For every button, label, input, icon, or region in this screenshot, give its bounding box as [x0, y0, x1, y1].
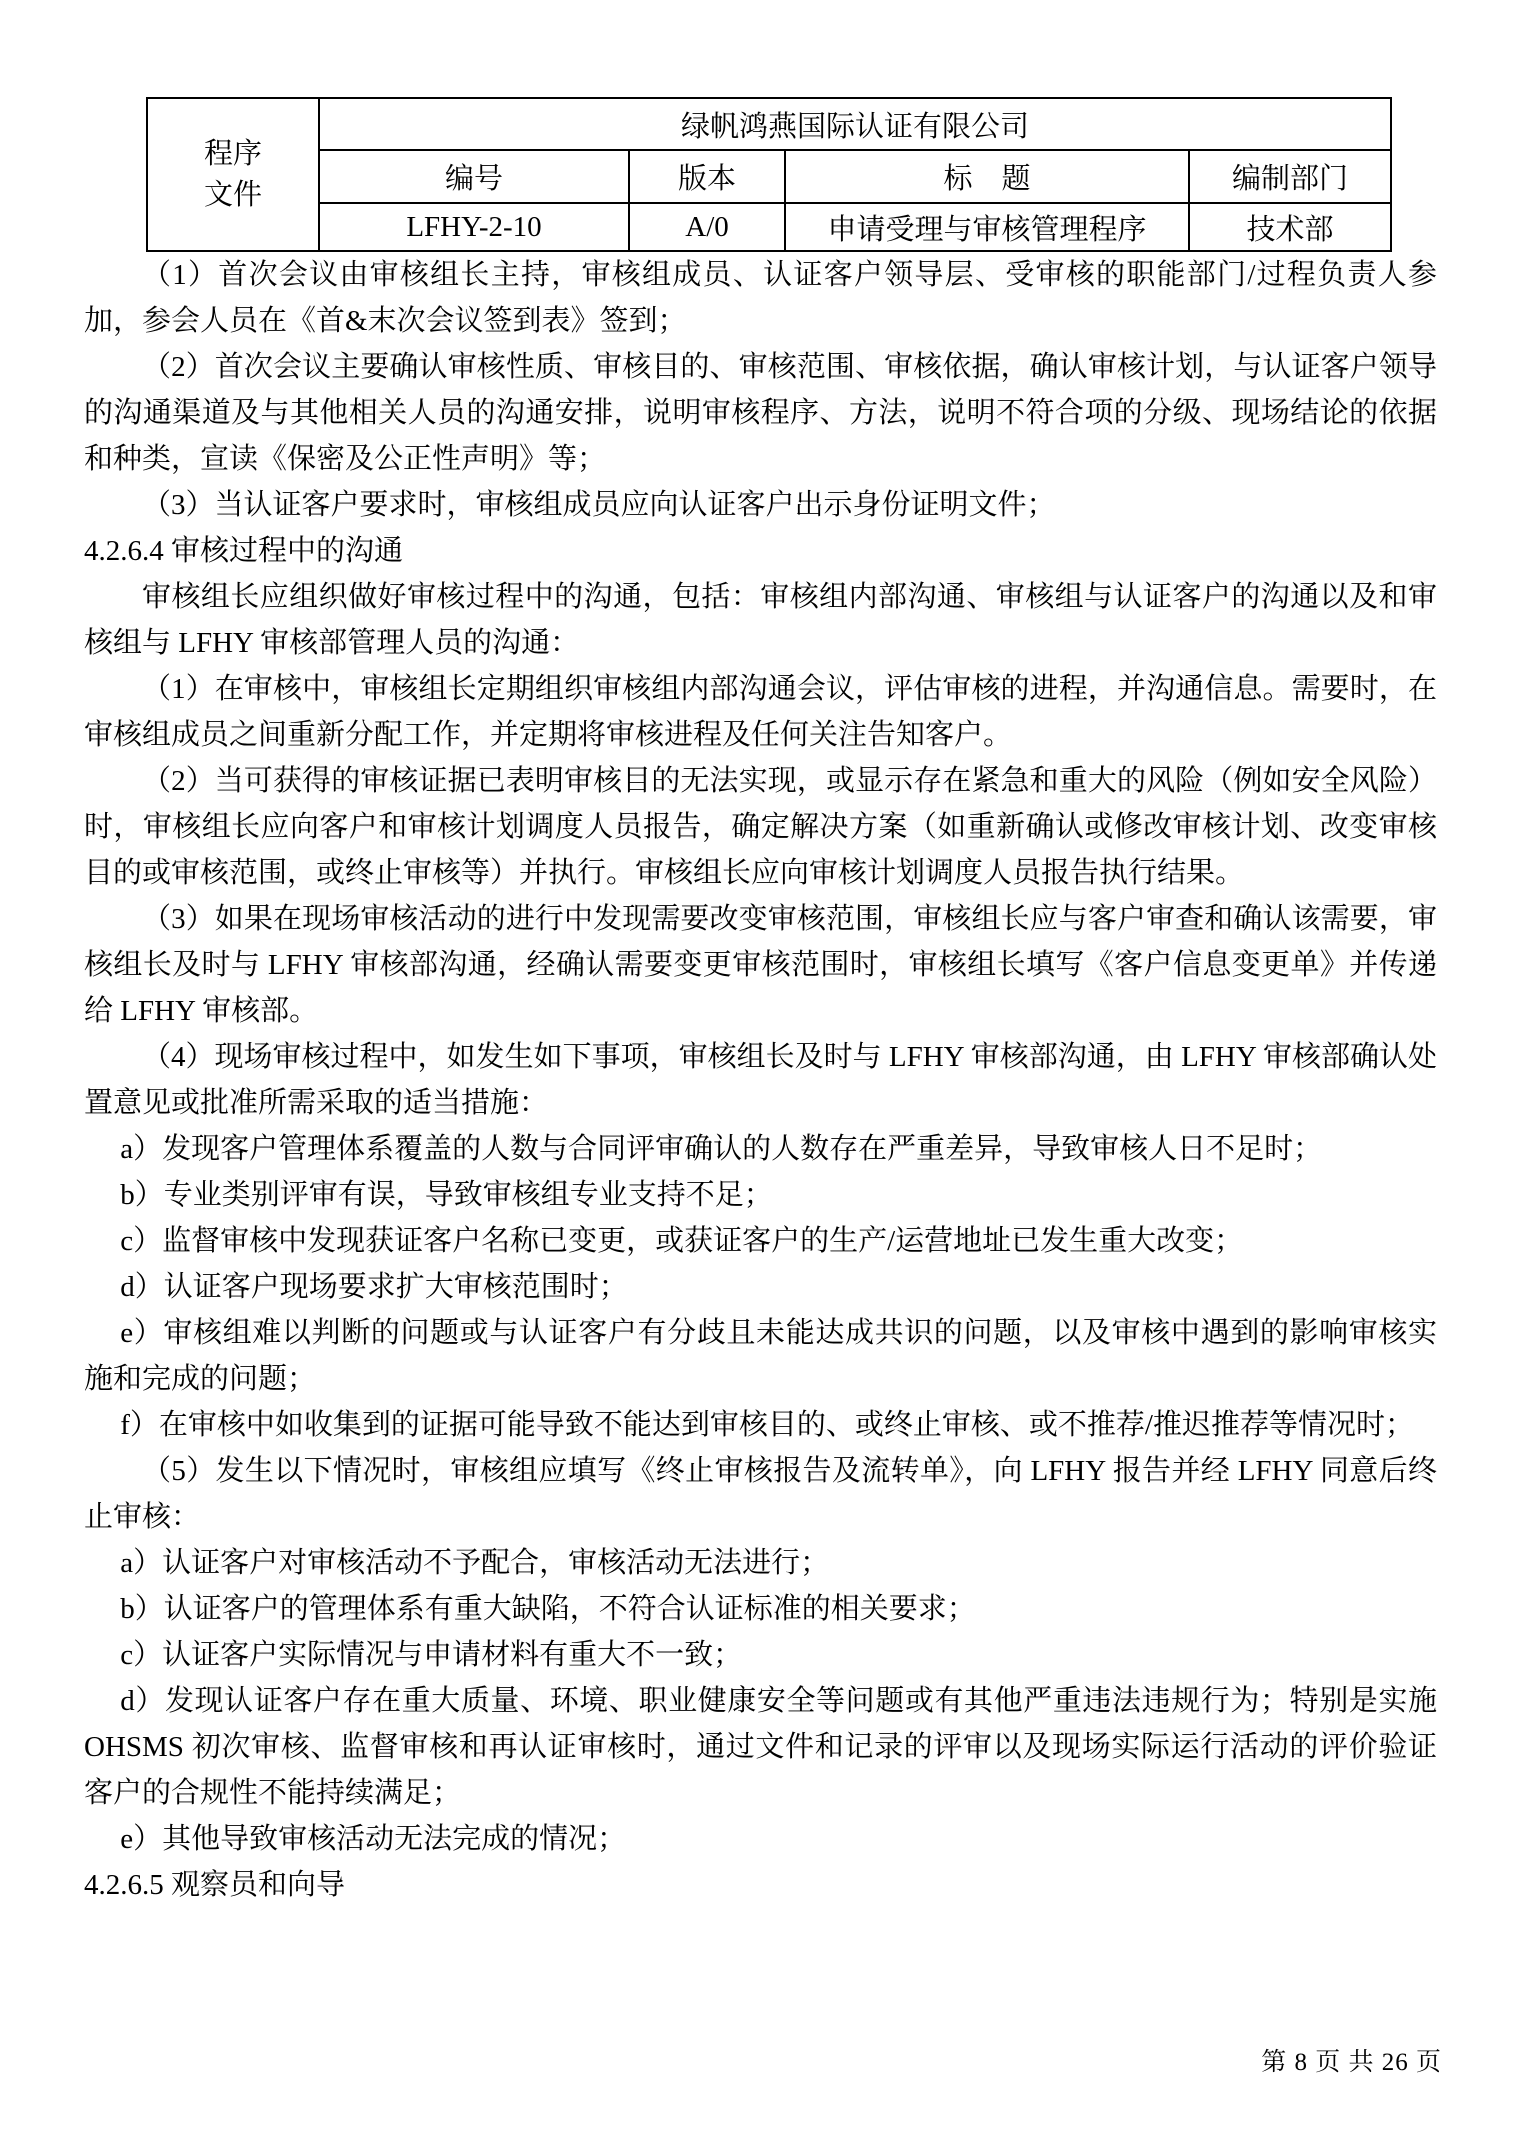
- list-item: c）监督审核中发现获证客户名称已变更，或获证客户的生产/运营地址已发生重大改变；: [120, 1225, 1244, 1257]
- company-name: 绿帆鸿燕国际认证有限公司: [319, 98, 1391, 150]
- doc-type-label: 程序文件: [203, 137, 262, 211]
- doc-title-value: 申请受理与审核管理程序: [785, 203, 1189, 251]
- list-item: d）发现认证客户存在重大质量、环境、职业健康安全等问题或有其他严重违法违规行为；特别是实施 OHSMS 初次审核、监督审核和再认证审核时，通过文件和记录的评审以及现场实际运行活动的评价验证客户的合规性不能持续满足；: [84, 1685, 1437, 1809]
- list-item: b）专业类别评审有误，导致审核组专业支持不足；: [120, 1179, 773, 1211]
- column-header-version: 版本: [629, 150, 785, 203]
- doc-type-cell: [147, 98, 319, 251]
- column-header-title: 标 题: [785, 150, 1189, 203]
- paragraph: （2）首次会议主要确认审核性质、审核目的、审核范围、审核依据，确认审核计划，与认证客户领导的沟通渠道及与其他相关人员的沟通安排，说明审核程序、方法，说明不符合项的分级、现场结论的依据和种类，宣读《保密及公正性声明》等；: [84, 351, 1437, 475]
- paragraph: （3）如果在现场审核活动的进行中发现需要改变审核范围，审核组长应与客户审查和确认该需要，审核组长及时与 LFHY 审核部沟通，经确认需要变更审核范围时，审核组长填写《客户信息变更单》并传递给 LFHY 审核部。: [84, 903, 1437, 1027]
- department-value: 技术部: [1189, 203, 1391, 251]
- paragraph: （4）现场审核过程中，如发生如下事项，审核组长及时与 LFHY 审核部沟通，由 LFHY 审核部确认处置意见或批准所需采取的适当措施：: [84, 1041, 1437, 1119]
- list-item: a）认证客户对审核活动不予配合，审核活动无法进行；: [120, 1547, 830, 1579]
- doc-number-value: LFHY-2-10: [319, 203, 629, 251]
- paragraph: （3）当认证客户要求时，审核组成员应向认证客户出示身份证明文件；: [142, 489, 1056, 521]
- column-header-department: 编制部门: [1189, 150, 1391, 203]
- paragraph: （1）首次会议由审核组长主持，审核组成员、认证客户领导层、受审核的职能部门/过程负责人参加，参会人员在《首&末次会议签到表》签到；: [84, 259, 1437, 337]
- list-item: a）发现客户管理体系覆盖的人数与合同评审确认的人数存在严重差异，导致审核人日不足时；: [120, 1133, 1323, 1165]
- list-item: e）审核组难以判断的问题或与认证客户有分歧且未能达成共识的问题，以及审核中遇到的影响审核实施和完成的问题；: [84, 1317, 1437, 1395]
- list-item: b）认证客户的管理体系有重大缺陷，不符合认证标准的相关要求；: [120, 1593, 976, 1625]
- section-heading: 4.2.6.5 观察员和向导: [84, 1869, 346, 1901]
- version-value: A/0: [629, 203, 785, 251]
- paragraph: （1）在审核中，审核组长定期组织审核组内部沟通会议，评估审核的进程，并沟通信息。需要时，在审核组成员之间重新分配工作，并定期将审核进程及任何关注告知客户。: [84, 673, 1437, 751]
- paragraph: （2）当可获得的审核证据已表明审核目的无法实现，或显示存在紧急和重大的风险（例如安全风险）时，审核组长应向客户和审核计划调度人员报告，确定解决方案（如重新确认或修改审核计划、改变审核目的或审核范围，或终止审核等）并执行。审核组长应向审核计划调度人员报告执行结果。: [84, 765, 1437, 889]
- list-item: e）其他导致审核活动无法完成的情况；: [120, 1823, 627, 1855]
- list-item: c）认证客户实际情况与申请材料有重大不一致；: [120, 1639, 743, 1671]
- document-header-table: [146, 97, 1392, 252]
- list-item: f）在审核中如收集到的证据可能导致不能达到审核目的、或终止审核、或不推荐/推迟推荐等情况时；: [120, 1409, 1414, 1441]
- column-header-doc-number: 编号: [319, 150, 629, 203]
- paragraph: 审核组长应组织做好审核过程中的沟通，包括：审核组内部沟通、审核组与认证客户的沟通以及和审核组与 LFHY 审核部管理人员的沟通：: [84, 581, 1437, 659]
- paragraph: （5）发生以下情况时，审核组应填写《终止审核报告及流转单》，向 LFHY 报告并经 LFHY 同意后终止审核：: [84, 1455, 1437, 1533]
- section-heading: 4.2.6.4 审核过程中的沟通: [84, 535, 404, 567]
- page-number: 第 8 页 共 26 页: [1261, 2049, 1442, 2076]
- list-item: d）认证客户现场要求扩大审核范围时；: [120, 1271, 628, 1303]
- body-text: [84, 252, 1437, 1908]
